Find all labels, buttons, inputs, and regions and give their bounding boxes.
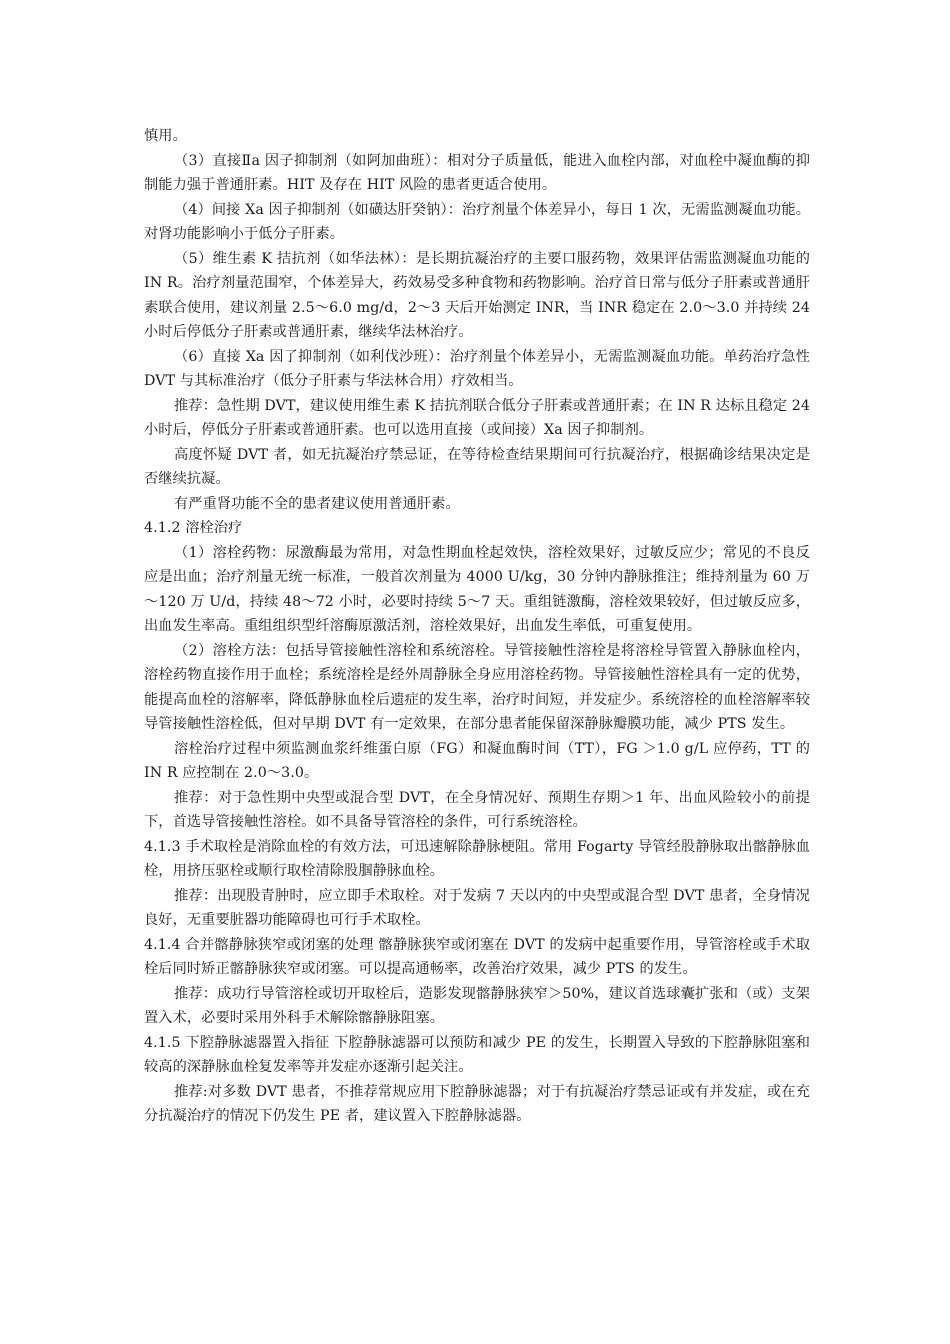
section-heading: 4.1.2 溶栓治疗 [144,520,243,536]
paragraph: （6）直接 Xa 因了抑制剂（如利伐沙班）：治疗剂量个体差异小，无需监测凝血功能。单药治疗急性 DVT 与其标准治疗（低分子肝素与华法林合用）疗效相当。 [144,348,810,389]
section-paragraph: 4.1.4 合并髂静脉狭窄或闭塞的处理 髂静脉狭窄或闭塞在 DVT 的发病中起重要作用，导管溶栓或手术取栓后同时矫正髂静脉狭窄或闭塞。可以提高通畅率，改善治疗效果，减少 PTS 的发生。 [144,936,810,977]
recommendation-paragraph: 推荐：出现股青肿时，应立即手术取栓。对于发病 7 天以内的中央型或混合型 DVT 患者，全身情况良好，无重要脏器功能障碍也可行手术取栓。 [144,887,810,928]
paragraph: 有严重肾功能不全的患者建议使用普通肝素。 [174,495,460,512]
recommendation-paragraph: 推荐：对于急性期中央型或混合型 DVT，在全身情况好、预期生存期＞1 年、出血风险较小的前提下，首选导管接触性溶栓。如不具备导管溶栓的条件，可行系统溶栓。 [144,789,810,830]
paragraph: （1）溶栓药物：尿激酶最为常用，对急性期血栓起效快，溶栓效果好，过敏反应少；常见的不良反应是出血；治疗剂量无统一标准，一般首次剂量为 4000 U/kg，30 分钟内静脉推注；维持剂量为 60 万～120 万 U/d，持续 48～72 小时，必要时持续 5～7 天。重组链激酶，溶栓效果较好，但过敏反应多，出血发生率高。重组组织型纤溶酶原激活剂，溶栓效果好，出血发生率低，可重复使用。 [144,544,810,634]
section-paragraph: 4.1.3 手术取栓是消除血栓的有效方法，可迅速解除静脉梗阻。常用 Fogarty 导管经股静脉取出髂静脉血栓，用挤压驱栓或顺行取栓清除股腘静脉血栓。 [144,838,810,879]
paragraph: 慎用。 [144,128,187,144]
paragraph: （4）间接 Xa 因子抑制剂（如磺达肝癸钠）：治疗剂量个体差异小，每日 1 次，无需监测凝血功能。对肾功能影响小于低分子肝素。 [144,201,810,242]
paragraph: （3）直接Ⅱa 因子抑制剂（如阿加曲班）：相对分子质量低，能进入血栓内部，对血栓中凝血酶的抑制能力强于普通肝素。HIT 及存在 HIT 风险的患者更适合使用。 [144,152,810,193]
recommendation-paragraph: 推荐:对多数 DVT 患者，不推荐常规应用下腔静脉滤器；对于有抗凝治疗禁忌证或有并发症，或在充分抗凝治疗的情况下仍发生 PE 者，建议置入下腔静脉滤器。 [144,1083,810,1124]
paragraph: （2）溶栓方法：包括导管接触性溶栓和系统溶栓。导管接触性溶栓是将溶栓导管置入静脉血栓内，溶栓药物直接作用于血栓；系统溶栓是经外周静脉全身应用溶栓药物。导管接触性溶栓具有一定的优势，能提高血栓的溶解率，降低静脉血栓后遗症的发生率，治疗时间短，并发症少。系统溶栓的血栓溶解率较导管接触性溶栓低，但对早期 DVT 有一定效果，在部分患者能保留深静脉瓣膜功能，减少 PTS 发生。 [144,642,810,732]
paragraph: 高度怀疑 DVT 者，如无抗凝治疗禁忌证，在等待检查结果期间可行抗凝治疗，根据确诊结果决定是否继续抗凝。 [144,446,810,487]
recommendation-paragraph: 推荐：成功行导管溶栓或切开取栓后，造影发现髂静脉狭窄＞50%，建议首选球囊扩张和（或）支架置入术，必要时采用外科手术解除髂静脉阻塞。 [144,985,810,1026]
document-body [144,124,810,1129]
section-paragraph: 4.1.5 下腔静脉滤器置入指征 下腔静脉滤器可以预防和减少 PE 的发生，长期置入导致的下腔静脉阻塞和较高的深静脉血栓复发率等并发症亦逐渐引起关注。 [144,1034,810,1075]
recommendation-paragraph: 推荐：急性期 DVT，建议使用维生素 K 拮抗剂联合低分子肝素或普通肝素；在 IN R 达标且稳定 24 小时后，停低分子肝素或普通肝素。也可以选用直接（或间接）Xa 因子抑制剂。 [144,397,810,438]
paragraph: （5）维生素 K 拮抗剂（如华法林）：是长期抗凝治疗的主要口服药物，效果评估需监测凝血功能的 IN R。治疗剂量范围窄，个体差异大，药效易受多种食物和药物影响。治疗首日常与低分子肝素或普通肝素联合使用，建议剂量 2.5～6.0 mg/d，2～3 天后开始测定 INR，当 INR 稳定在 2.0～3.0 并持续 24 小时后停低分子肝素或普通肝素，继续华法林治疗。 [144,250,810,340]
paragraph: 溶栓治疗过程中须监测血浆纤维蛋白原（FG）和凝血酶时间（TT），FG ＞1.0 g/L 应停药，TT 的 IN R 应控制在 2.0～3.0。 [144,740,810,781]
